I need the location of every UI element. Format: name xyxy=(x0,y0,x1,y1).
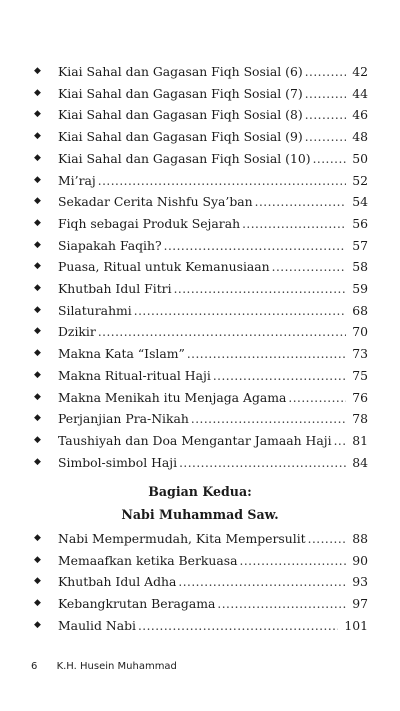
toc-entry xyxy=(34,612,368,634)
toc-entry-title: Mi’raj xyxy=(58,172,96,188)
diamond-bullet-icon: ◆ xyxy=(34,434,41,445)
diamond-bullet-icon: ◆ xyxy=(34,261,41,272)
toc-entry xyxy=(34,449,368,471)
dot-leader xyxy=(213,368,346,384)
dot-leader xyxy=(288,390,346,406)
toc-entry-title: Nabi Mempermudah, Kita Mempersulit xyxy=(58,531,306,546)
toc-entry xyxy=(34,188,368,210)
dot-leader xyxy=(187,346,346,362)
diamond-bullet-icon: ◆ xyxy=(34,66,41,76)
toc-entry-title: Maulid Nabi xyxy=(58,617,136,633)
dot-leader xyxy=(305,86,347,102)
toc-entry-page: 88 xyxy=(352,531,368,546)
toc-entry-title: Makna Kata “Islam” xyxy=(58,346,185,362)
footer-page-number: 6 xyxy=(31,661,38,672)
toc-entry-page: 78 xyxy=(352,411,368,427)
diamond-bullet-icon: ◆ xyxy=(34,87,41,98)
toc-entry-page: 93 xyxy=(352,574,368,590)
diamond-bullet-icon: ◆ xyxy=(34,326,41,337)
diamond-bullet-icon: ◆ xyxy=(34,152,41,163)
toc-entry xyxy=(34,362,368,384)
dot-leader xyxy=(174,281,347,297)
toc-entry-title: Dzikir xyxy=(58,324,96,340)
toc-entry-page: 44 xyxy=(352,85,368,101)
toc-entry xyxy=(34,297,368,319)
diamond-bullet-icon: ◆ xyxy=(34,619,41,630)
toc-entry xyxy=(34,253,368,275)
dot-leader xyxy=(334,433,347,449)
toc-entry xyxy=(34,58,368,80)
toc-entry xyxy=(34,145,368,167)
toc-entry-page: 90 xyxy=(352,552,368,568)
dot-leader xyxy=(191,411,346,427)
dot-leader xyxy=(272,259,347,275)
toc-entry-page: 46 xyxy=(352,107,368,123)
diamond-bullet-icon: ◆ xyxy=(34,576,41,587)
dot-leader xyxy=(305,64,347,80)
dot-leader xyxy=(164,238,347,254)
toc-entry-title: Kiai Sahal dan Gagasan Fiqh Sosial (6) xyxy=(58,64,303,79)
toc-entry xyxy=(34,275,368,297)
toc-entry-page: 58 xyxy=(352,259,368,275)
diamond-bullet-icon: ◆ xyxy=(34,391,41,402)
diamond-bullet-icon: ◆ xyxy=(34,598,41,609)
toc-entry-page: 97 xyxy=(352,596,368,612)
toc-entry-title: Sekadar Cerita Nishfu Sya’ban xyxy=(58,194,253,210)
toc-entry-title: Simbol-simbol Haji xyxy=(58,454,178,470)
toc-entry xyxy=(34,123,368,145)
diamond-bullet-icon: ◆ xyxy=(34,348,41,359)
toc-entry-title: Puasa, Ritual untuk Kemanusiaan xyxy=(58,259,270,275)
part-heading-line2: Nabi Muhammad Saw. xyxy=(121,507,279,522)
toc-entry-page: 75 xyxy=(352,367,368,383)
toc-entry xyxy=(34,547,368,569)
toc-entry-title: Fiqh sebagai Produk Sejarah xyxy=(58,215,241,231)
dot-leader xyxy=(178,574,346,590)
toc-entry-title: Siapakah Faqih? xyxy=(58,237,162,253)
diamond-bullet-icon: ◆ xyxy=(34,554,41,565)
toc-entry-title: Kebangkrutan Beragama xyxy=(58,596,216,612)
dot-leader xyxy=(138,618,338,634)
toc-entry-title: Makna Ritual-ritual Haji xyxy=(58,367,211,383)
toc-entry xyxy=(34,167,368,189)
dot-leader xyxy=(255,194,347,210)
toc-entry-title: Taushiyah dan Doa Mengantar Jamaah Haji xyxy=(58,432,332,448)
dot-leader xyxy=(217,596,346,612)
toc-entry-title: Kiai Sahal dan Gagasan Fiqh Sosial (7) xyxy=(58,85,303,101)
toc-entry-title: Perjanjian Pra-Nikah xyxy=(58,411,189,427)
dot-leader xyxy=(134,303,346,319)
diamond-bullet-icon: ◆ xyxy=(34,304,41,315)
toc-entry-page: 50 xyxy=(352,150,368,166)
dot-leader xyxy=(313,151,347,167)
dot-leader xyxy=(308,531,347,547)
toc-entry-title: Makna Menikah itu Menjaga Agama xyxy=(58,389,287,405)
toc-entry xyxy=(34,405,368,427)
toc-entry xyxy=(34,568,368,590)
toc-entry-title: Khutbah Idul Adha xyxy=(58,574,177,590)
diamond-bullet-icon: ◆ xyxy=(34,456,41,467)
toc-entry-page: 59 xyxy=(352,281,368,296)
toc-entry xyxy=(34,384,368,406)
diamond-bullet-icon: ◆ xyxy=(34,413,41,424)
part-heading-line1: Bagian Kedua: xyxy=(148,484,252,499)
toc-entry-title: Memaafkan ketika Berkuasa xyxy=(58,552,238,568)
toc-entry-title: Kiai Sahal dan Gagasan Fiqh Sosial (8) xyxy=(58,107,303,123)
toc-entry xyxy=(34,340,368,362)
toc-entry-page: 48 xyxy=(352,129,368,145)
dot-leader xyxy=(179,455,346,471)
toc-entry-page: 42 xyxy=(352,64,368,79)
toc-entry xyxy=(34,427,368,449)
toc-entry-page: 73 xyxy=(352,346,368,362)
toc-entry-title: Kiai Sahal dan Gagasan Fiqh Sosial (10) xyxy=(58,150,311,166)
diamond-bullet-icon: ◆ xyxy=(34,239,41,250)
toc-entry-page: 81 xyxy=(352,432,368,448)
diamond-bullet-icon: ◆ xyxy=(34,131,41,142)
toc-entry-page: 68 xyxy=(352,302,368,318)
diamond-bullet-icon: ◆ xyxy=(34,283,41,293)
toc-entry-page: 56 xyxy=(352,215,368,231)
toc-entry xyxy=(34,232,368,254)
diamond-bullet-icon: ◆ xyxy=(34,174,41,185)
toc-entry xyxy=(34,525,368,547)
toc-entry-title: Silaturahmi xyxy=(58,302,132,318)
toc-entry-page: 54 xyxy=(352,194,368,210)
toc-entry xyxy=(34,590,368,612)
dot-leader xyxy=(240,553,347,569)
diamond-bullet-icon: ◆ xyxy=(34,196,41,207)
dot-leader xyxy=(242,216,346,232)
dot-leader xyxy=(98,173,346,189)
toc-entry-page: 52 xyxy=(352,172,368,188)
toc-entry-page: 70 xyxy=(352,324,368,340)
diamond-bullet-icon: ◆ xyxy=(34,109,41,120)
toc-entry xyxy=(34,80,368,102)
toc-entry-page: 84 xyxy=(352,454,368,470)
dot-leader xyxy=(98,324,346,340)
toc-entry-title: Kiai Sahal dan Gagasan Fiqh Sosial (9) xyxy=(58,129,303,145)
toc-entry xyxy=(34,210,368,232)
toc-entry xyxy=(34,101,368,123)
toc-entry-page: 76 xyxy=(352,389,368,405)
diamond-bullet-icon: ◆ xyxy=(34,369,41,380)
toc-entry-page: 101 xyxy=(344,617,368,633)
dot-leader xyxy=(305,129,347,145)
toc-entry-title: Khutbah Idul Fitri xyxy=(58,281,172,296)
diamond-bullet-icon: ◆ xyxy=(34,217,41,228)
footer-author: K.H. Husein Muhammad xyxy=(56,661,177,672)
toc-entry-page: 57 xyxy=(352,237,368,253)
toc-entry xyxy=(34,318,368,340)
dot-leader xyxy=(305,107,347,123)
diamond-bullet-icon: ◆ xyxy=(34,533,41,543)
page-footer xyxy=(31,661,177,672)
